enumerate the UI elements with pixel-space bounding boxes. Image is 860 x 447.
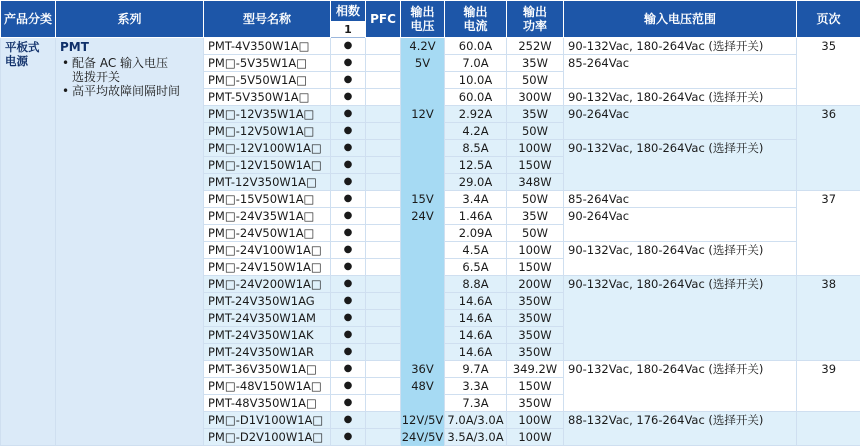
iout-cell: 3.4A [445,191,507,208]
phase-dot: ● [331,38,366,55]
phase-dot: ● [331,344,366,361]
pfc-cell [366,327,401,344]
range-cell: 90-132Vac, 180-264Vac (选择开关) [564,242,797,276]
power-cell: 200W [507,276,564,293]
pfc-cell [366,174,401,191]
phase-dot: ● [331,429,366,446]
header-category: 产品分类 [1,1,56,38]
phase-dot: ● [331,208,366,225]
power-cell: 150W [507,378,564,395]
pfc-cell [366,310,401,327]
iout-cell: 2.09A [445,225,507,242]
pfc-cell [366,259,401,276]
phase-dot: ● [331,106,366,123]
phase-dot: ● [331,310,366,327]
vout-cell: 36V [401,361,445,378]
iout-cell: 14.6A [445,293,507,310]
model-cell: PMT-36V350W1A□ [204,361,331,378]
pfc-cell [366,191,401,208]
model-cell: PMT-4V350W1A□ [204,38,331,55]
category-cell: 平板式 电源 [1,38,56,446]
iout-cell: 2.92A [445,106,507,123]
phase-dot: ● [331,276,366,293]
power-cell: 300W [507,89,564,106]
pfc-cell [366,361,401,378]
series-name: PMT [60,40,89,54]
header-vout: 输出 电压 [401,1,445,38]
iout-cell: 9.7A [445,361,507,378]
pfc-cell [366,429,401,446]
iout-cell: 8.5A [445,140,507,157]
phase-dot: ● [331,55,366,72]
phase-dot: ● [331,395,366,412]
header-page: 页次 [797,1,860,38]
model-cell: PM□-48V150W1A□ [204,378,331,395]
power-cell: 150W [507,157,564,174]
iout-cell: 3.5A/3.0A [445,429,507,446]
iout-cell: 60.0A [445,38,507,55]
model-cell: PMT-24V350W1AR [204,344,331,361]
model-cell: PMT-24V350W1AG [204,293,331,310]
phase-dot: ● [331,140,366,157]
iout-cell: 29.0A [445,174,507,191]
iout-cell: 7.3A [445,395,507,412]
power-cell: 35W [507,208,564,225]
phase-dot: ● [331,89,366,106]
phase-dot: ● [331,293,366,310]
model-cell: PM□-D1V100W1A□ [204,412,331,429]
table-row [1,38,860,55]
iout-cell: 7.0A/3.0A [445,412,507,429]
model-cell: PM□-24V50W1A□ [204,225,331,242]
vout-cell: 24V/5V [401,429,444,444]
power-cell: 35W [507,106,564,123]
power-cell: 100W [507,412,564,429]
phase-dot: ● [331,225,366,242]
range-cell: 85-264Vac [564,55,797,89]
range-cell: 90-132Vac, 180-264Vac (选择开关) [564,38,797,55]
range-cell: 90-132Vac, 180-264Vac (选择开关) [564,361,797,412]
phase-dot: ● [331,361,366,378]
iout-cell: 10.0A [445,72,507,89]
iout-cell: 12.5A [445,157,507,174]
model-cell: PM□-5V35W1A□ [204,55,331,72]
model-cell: PM□-12V35W1A□ [204,106,331,123]
vout-cell: 4.2V [401,38,445,55]
iout-cell: 3.3A [445,378,507,395]
power-cell: 35W [507,55,564,72]
vout-cell: 5V [401,55,445,106]
pfc-cell [366,123,401,140]
power-cell: 350W [507,395,564,412]
iout-cell: 8.8A [445,276,507,293]
pfc-cell [366,72,401,89]
phase-dot: ● [331,72,366,89]
pfc-cell [366,395,401,412]
phase-dot: ● [331,327,366,344]
model-cell: PM□-24V150W1A□ [204,259,331,276]
power-cell: 50W [507,225,564,242]
model-cell: PM□-5V50W1A□ [204,72,331,89]
page-cell: 38 [797,276,860,361]
model-cell: PMT-24V350W1AK [204,327,331,344]
pfc-cell [366,140,401,157]
iout-cell: 60.0A [445,89,507,106]
header-series: 系列 [56,1,204,38]
model-cell: PMT-24V350W1AM [204,310,331,327]
header-pfc: PFC [366,1,401,38]
iout-cell: 1.46A [445,208,507,225]
phase-dot: ● [331,259,366,276]
phase-dot: ● [331,123,366,140]
vout-cell: 15V [401,191,445,208]
range-cell: 90-132Vac, 180-264Vac (选择开关) [564,140,797,191]
page-cell [797,412,860,446]
page-cell: 36 [797,106,860,191]
model-cell: PM□-24V100W1A□ [204,242,331,259]
page-cell: 35 [797,38,860,106]
model-cell: PMT-12V350W1A□ [204,174,331,191]
header-phase-single: 1 [331,22,366,38]
power-cell: 252W [507,38,564,55]
model-cell: PM□-24V35W1A□ [204,208,331,225]
power-cell: 50W [507,72,564,89]
model-cell: PM□-15V50W1A□ [204,191,331,208]
model-cell: PM□-24V200W1A□ [204,276,331,293]
phase-dot: ● [331,242,366,259]
pfc-cell [366,276,401,293]
pfc-cell [366,412,401,429]
iout-cell: 14.6A [445,327,507,344]
pfc-cell [366,225,401,242]
feature-item: • 高平均故障间隔时间 [72,84,199,98]
pfc-cell [366,208,401,225]
range-cell: 90-264Vac [564,208,797,242]
power-cell: 100W [507,242,564,259]
phase-dot: ● [331,378,366,395]
power-cell: 50W [507,191,564,208]
pfc-cell [366,157,401,174]
range-cell: 85-264Vac [564,191,797,208]
power-cell: 100W [507,429,564,446]
page-cell: 37 [797,191,860,276]
power-cell: 348W [507,174,564,191]
iout-cell: 4.5A [445,242,507,259]
pfc-cell [366,38,401,55]
power-cell: 50W [507,123,564,140]
power-cell: 350W [507,310,564,327]
header-phase: 相数 [331,1,366,22]
pfc-cell [366,89,401,106]
header-model: 型号名称 [204,1,331,38]
power-cell: 350W [507,344,564,361]
range-cell: 90-132Vac, 180-264Vac (选择开关) [564,89,797,106]
power-cell: 349.2W [507,361,564,378]
iout-cell: 14.6A [445,310,507,327]
feature-list [60,56,199,98]
iout-cell: 4.2A [445,123,507,140]
series-cell [56,38,204,446]
model-cell: PM□-12V100W1A□ [204,140,331,157]
pfc-cell [366,55,401,72]
power-cell: 100W [507,140,564,157]
range-cell: 90-132Vac, 180-264Vac (选择开关) [564,276,797,361]
power-cell: 350W [507,327,564,344]
pfc-cell [366,293,401,310]
model-cell: PM□-12V50W1A□ [204,123,331,140]
model-cell: PMT-48V350W1A□ [204,395,331,412]
phase-dot: ● [331,412,366,429]
pfc-cell [366,344,401,361]
header-iout: 输出 电流 [445,1,507,38]
model-cell: PM□-12V150W1A□ [204,157,331,174]
phase-dot: ● [331,191,366,208]
vout-cell: 24V [401,208,445,361]
vout-cell: 12V/5V [401,412,444,427]
phase-dot: ● [331,174,366,191]
iout-cell: 14.6A [445,344,507,361]
vout-cell: 48V [401,378,445,412]
range-cell: 88-132Vac, 176-264Vac (选择开关) [564,412,797,446]
power-cell: 150W [507,259,564,276]
vout-cell: 12V [401,106,445,191]
model-cell: PM□-D2V100W1A□ [204,429,331,446]
phase-dot: ● [331,157,366,174]
header-power: 输出 功率 [507,1,564,38]
range-cell: 90-264Vac [564,106,797,140]
iout-cell: 7.0A [445,55,507,72]
feature-item: • 配备 AC 输入电压 选拨开关 [72,56,199,84]
header-range: 输入电压范围 [564,1,797,38]
power-cell: 350W [507,293,564,310]
pfc-cell [366,106,401,123]
model-cell: PMT-5V350W1A□ [204,89,331,106]
pfc-cell [366,242,401,259]
pfc-cell [366,378,401,395]
iout-cell: 6.5A [445,259,507,276]
page-cell: 39 [797,361,860,412]
